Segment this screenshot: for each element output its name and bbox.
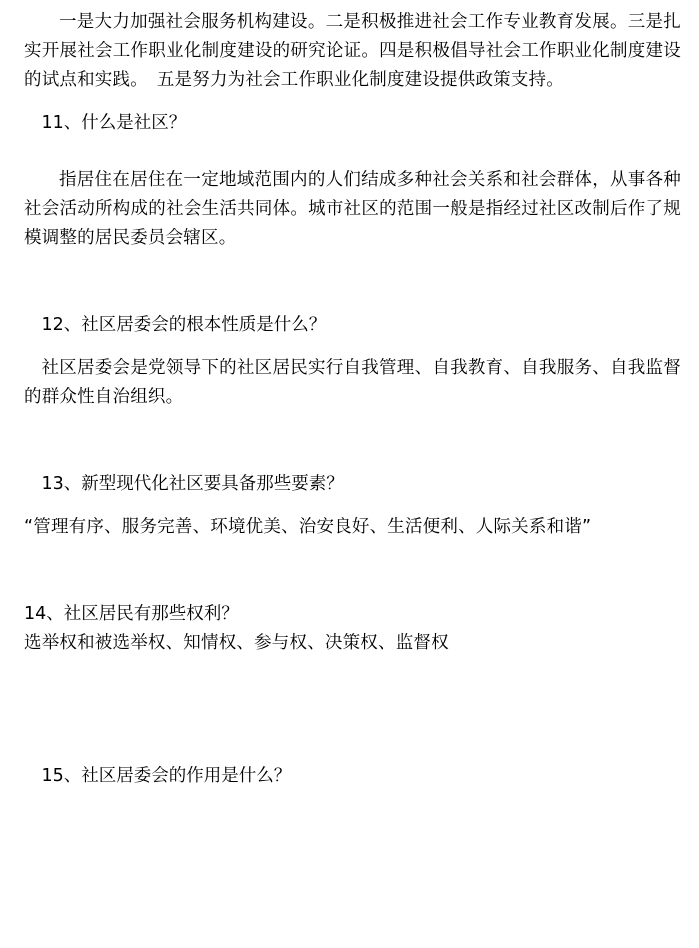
answer-13: “管理有序、服务完善、环境优美、治安良好、生活便利、人际关系和谐”	[24, 517, 592, 537]
intro-paragraph: 一是大力加强社会服务机构建设。二是积极推进社会工作专业教育发展。三是扎实开展社会工作职业化制度建设的研究论证。四是积极倡导社会工作职业化制度建设的试点和实践。 五是努力为社会工作职业化制度建设提供政策支持。	[24, 12, 681, 90]
answer-14: 选举权和被选举权、知情权、参与权、决策权、监督权	[24, 633, 449, 653]
spacer	[24, 95, 681, 109]
question-13: 13、新型现代化社区要具备那些要素？	[41, 474, 344, 494]
spacer	[24, 253, 681, 311]
question-11: 11、什么是社区？	[41, 113, 187, 133]
spacer	[24, 138, 681, 166]
question-12: 12、社区居委会的根本性质是什么？	[41, 315, 327, 335]
spacer	[24, 716, 681, 762]
spacer	[24, 542, 681, 600]
spacer	[24, 658, 681, 716]
answer-12: 社区居委会是党领导下的社区居民实行自我管理、自我教育、自我服务、自我监督的群众性自治组织。	[24, 358, 681, 407]
spacer	[24, 412, 681, 470]
question-15: 15、社区居委会的作用是什么？	[41, 766, 292, 786]
spacer	[24, 499, 681, 513]
spacer	[24, 340, 681, 354]
question-14: 14、社区居民有那些权利？	[24, 604, 239, 624]
answer-11: 指居住在居住在一定地域范围内的人们结成多种社会关系和社会群体，从事各种社会活动所构成的社会生活共同体。城市社区的范围一般是指经过社区改制后作了规模调整的居民委员会辖区。	[24, 170, 681, 248]
